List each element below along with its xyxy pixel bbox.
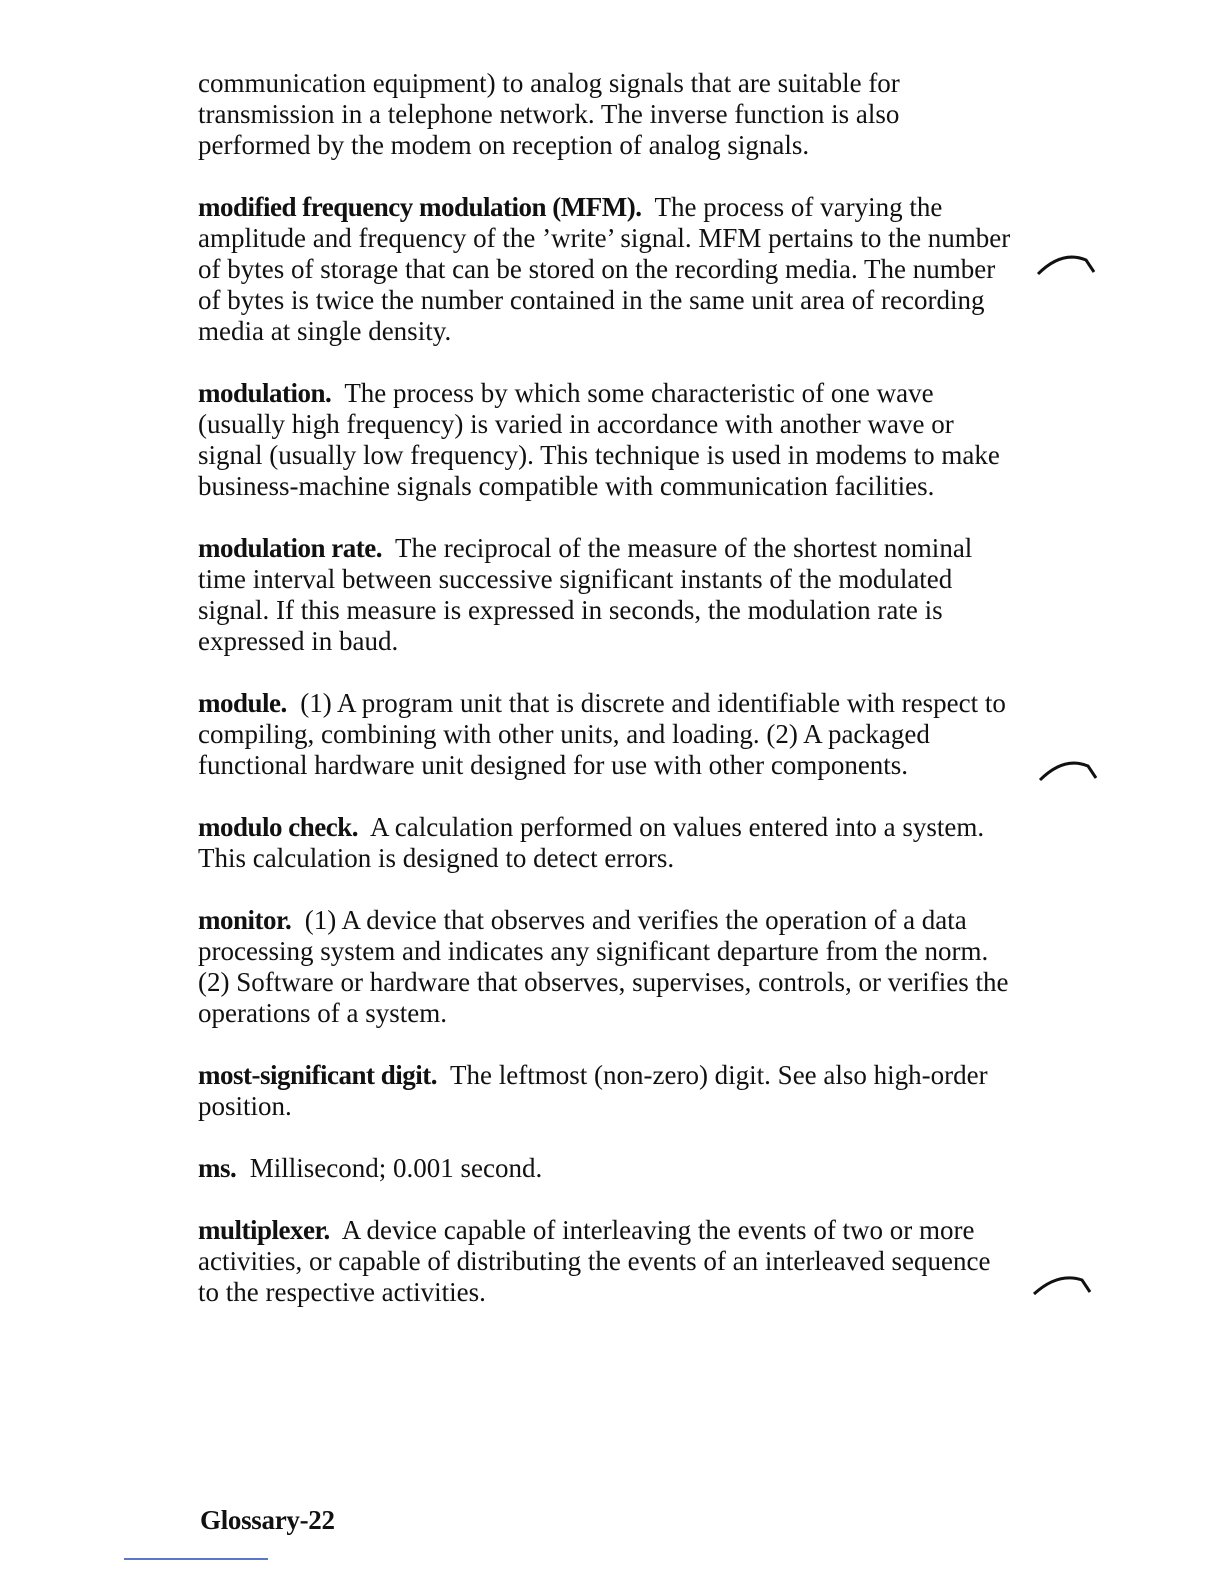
glossary-term: modulation. <box>198 378 332 408</box>
glossary-term: modified frequency modulation (MFM). <box>198 192 642 222</box>
glossary-entry-modulation-rate <box>198 533 1018 657</box>
glossary-entry-modulo-check <box>198 812 1018 874</box>
binder-hole-mark <box>1030 1268 1094 1298</box>
scan-edge-line <box>124 1558 268 1560</box>
glossary-definition: The process of varying the amplitude and frequency of the ’write’ signal. MFM pertains to the number of bytes of storage that can be stored on the recording media. The number of bytes is twice the number contained in the same unit area of recording media at single density. <box>198 192 1011 346</box>
binder-hole-mark <box>1034 248 1098 278</box>
glossary-definition: A calculation performed on values entered into a system. This calculation is designed to detect errors. <box>198 812 985 873</box>
glossary-definition: Millisecond; 0.001 second. <box>249 1153 543 1183</box>
glossary-term: module. <box>198 688 287 718</box>
glossary-definition: The process by which some characteristic of one wave (usually high frequency) is varied in accordance with another wave or signal (usually low frequency). This technique is used in modems to make business-machine signals compatible with communication facilities. <box>198 378 1000 501</box>
glossary-term: monitor. <box>198 905 292 935</box>
glossary-entry-most-significant-digit <box>198 1060 1018 1122</box>
glossary-term: modulation rate. <box>198 533 382 563</box>
glossary-term: multiplexer. <box>198 1215 330 1245</box>
glossary-term: ms. <box>198 1153 237 1183</box>
intro-continuation <box>198 68 1018 161</box>
intro-text: communication equipment) to analog signals that are suitable for transmission in a telephone network. The inverse function is also performed by the modem on reception of analog signals. <box>198 68 900 160</box>
glossary-entry-module <box>198 688 1018 781</box>
glossary-entry-modulation <box>198 378 1018 502</box>
glossary-definition: The leftmost (non-zero) digit. See also high-order position. <box>198 1060 988 1121</box>
glossary-page-body <box>198 68 1018 1339</box>
glossary-definition: (1) A program unit that is discrete and identifiable with respect to compiling, combining with other units, and loading. (2) A packaged functional hardware unit designed for use with other components. <box>198 688 1006 780</box>
glossary-entry-mfm <box>198 192 1018 347</box>
glossary-definition: A device capable of interleaving the events of two or more activities, or capable of distributing the events of an interleaved sequence to the respective activities. <box>198 1215 991 1307</box>
glossary-term: most-significant digit. <box>198 1060 438 1090</box>
glossary-entry-multiplexer <box>198 1215 1018 1308</box>
glossary-entry-ms <box>198 1153 1018 1184</box>
glossary-term: modulo check. <box>198 812 359 842</box>
glossary-definition: The reciprocal of the measure of the shortest nominal time interval between successive significant instants of the modulated signal. If this measure is expressed in seconds, the modulation rate is expressed in baud. <box>198 533 973 656</box>
glossary-definition: (1) A device that observes and verifies the operation of a data processing system and indicates any significant departure from the norm. (2) Software or hardware that observes, supervises, controls, or verifies the operations of a system. <box>198 905 1009 1028</box>
binder-hole-mark <box>1036 754 1100 784</box>
page-number: Glossary-22 <box>200 1505 335 1535</box>
glossary-entry-monitor <box>198 905 1018 1029</box>
